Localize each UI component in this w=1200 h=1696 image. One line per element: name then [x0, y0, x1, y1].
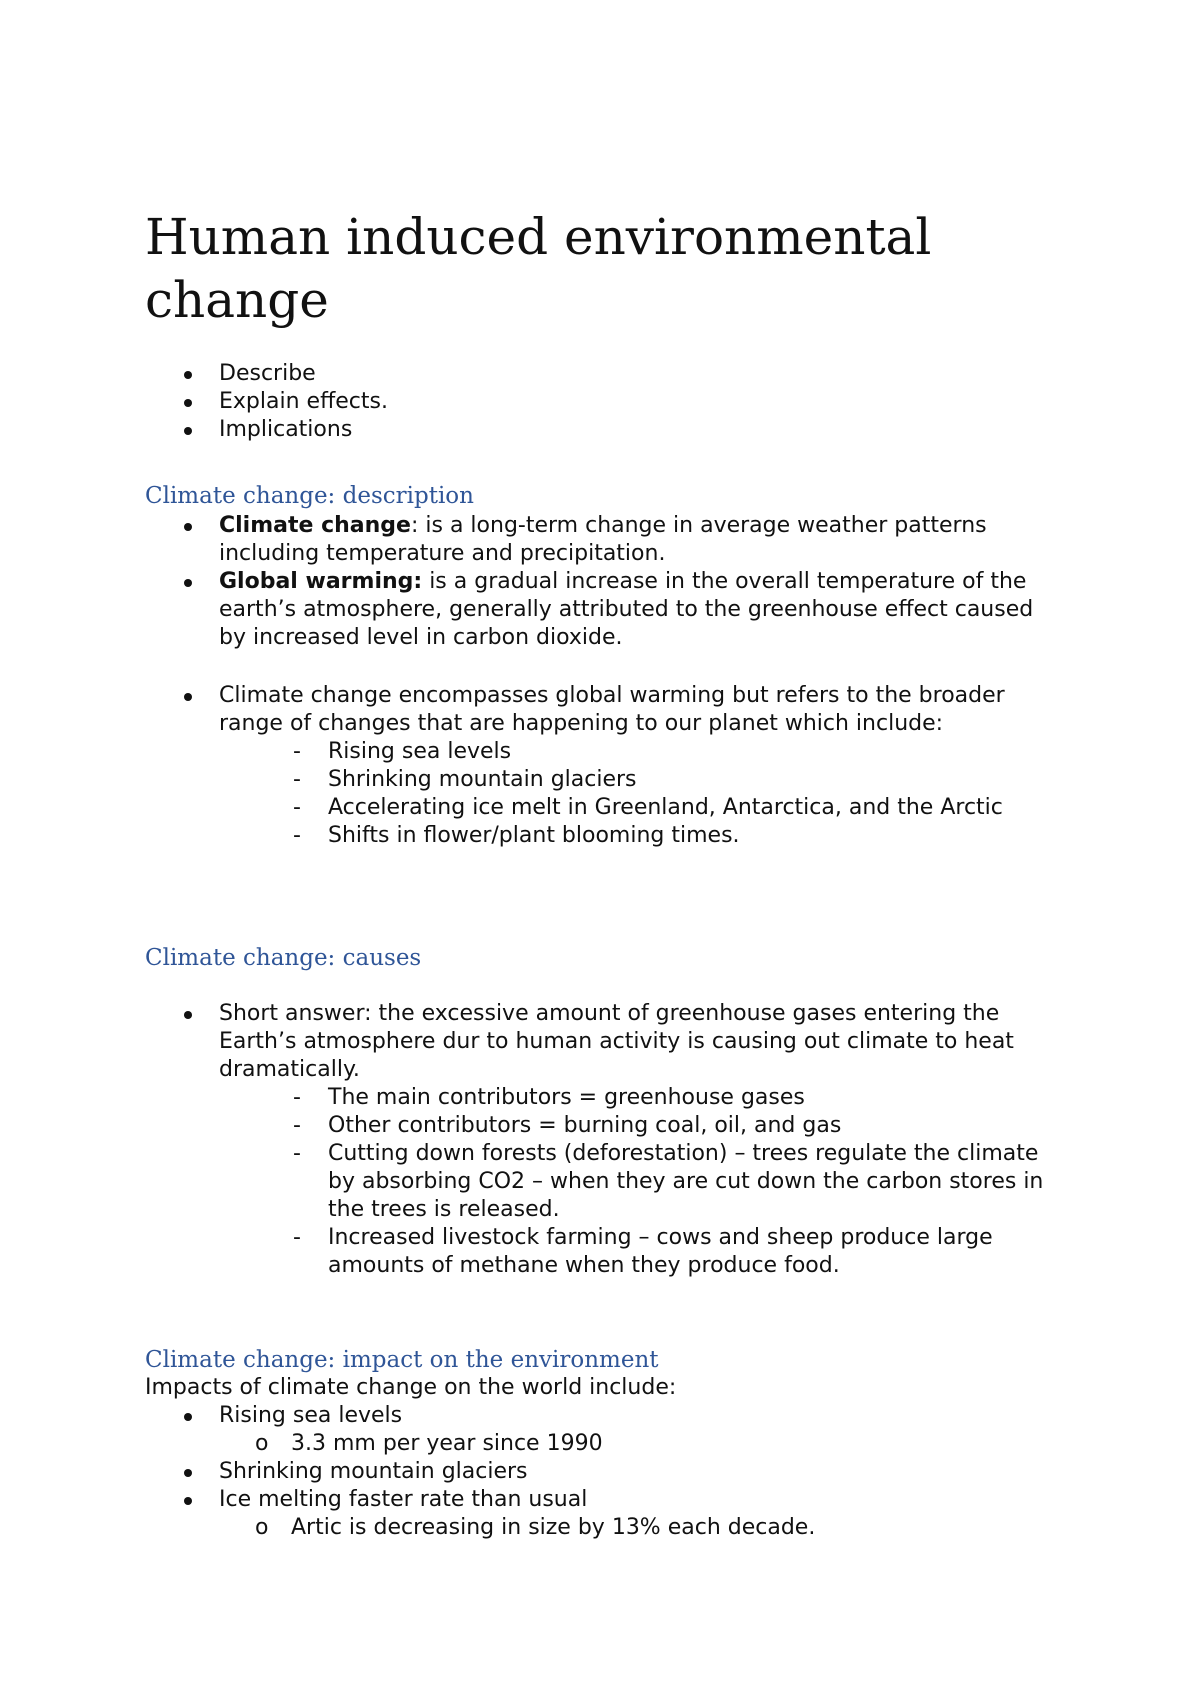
- impact-intro: Impacts of climate change on the world include:: [145, 1375, 677, 1400]
- circle-bullet-icon: o: [255, 1515, 269, 1540]
- page-title: Human induced environmental change: [145, 208, 932, 329]
- intro-list: [145, 360, 1065, 444]
- bullet-icon: [184, 693, 192, 701]
- sub-list-item: - Accelerating ice melt in Greenland, Antarctica, and the Arctic: [293, 795, 1003, 820]
- list-item: Shrinking mountain glaciers: [145, 1458, 1065, 1486]
- causes-list: [145, 1000, 1065, 1280]
- list-item: Describe: [145, 360, 1065, 388]
- list-item: Ice melting faster rate than usual: [145, 1486, 1065, 1514]
- section-heading-causes: Climate change: causes: [145, 945, 422, 971]
- circle-bullet-icon: o: [255, 1431, 269, 1456]
- list-item: Climate change: is a long-term change in average weather patterns including temperature and precipitation.: [145, 512, 1065, 568]
- sub-list-item: o 3.3 mm per year since 1990: [255, 1431, 603, 1456]
- bullet-icon: [184, 523, 192, 531]
- list-item: Short answer: the excessive amount of greenhouse gases entering the Earth’s atmosphere dur to human activity is causing out climate to heat dramatically.: [145, 1000, 1065, 1084]
- sub-list-item: - The main contributors = greenhouse gases: [293, 1085, 805, 1110]
- sub-list-item: - Shifts in flower/plant blooming times.: [293, 823, 740, 848]
- sub-list-item: - Cutting down forests (deforestation) – trees regulate the climate by absorbing CO2 – when they are cut down the carbon stores in the trees is released.: [293, 1141, 1044, 1222]
- bullet-icon: [184, 1011, 192, 1019]
- section-heading-description: Climate change: description: [145, 483, 474, 509]
- section-heading-impact: Climate change: impact on the environment: [145, 1347, 659, 1373]
- sub-list-item: - Increased livestock farming – cows and sheep produce large amounts of methane when they produce food.: [293, 1225, 993, 1278]
- list-item: Explain effects.: [145, 388, 1065, 416]
- list-item: Implications: [145, 416, 1065, 444]
- list-item: Global warming: is a gradual increase in the overall temperature of the earth’s atmosphere, generally attributed to the greenhouse effect caused by increased level in carbon dioxide.: [145, 568, 1065, 652]
- bullet-icon: [184, 371, 192, 379]
- term: Global warming:: [219, 569, 423, 594]
- description-list-2: [145, 682, 1065, 850]
- description-list: [145, 512, 1065, 652]
- bullet-icon: [184, 1497, 192, 1505]
- sub-list-item: - Other contributors = burning coal, oil, and gas: [293, 1113, 842, 1138]
- list-item: Rising sea levels: [145, 1402, 1065, 1430]
- bullet-icon: [184, 427, 192, 435]
- sub-list-item: - Shrinking mountain glaciers: [293, 767, 637, 792]
- sub-list-item: o Artic is decreasing in size by 13% each decade.: [255, 1515, 816, 1540]
- bullet-icon: [184, 579, 192, 587]
- list-item: Climate change encompasses global warming but refers to the broader range of changes that are happening to our planet which include:: [145, 682, 1065, 738]
- bullet-icon: [184, 1413, 192, 1421]
- bullet-icon: [184, 1469, 192, 1477]
- bullet-icon: [184, 399, 192, 407]
- impact-list: [145, 1402, 1065, 1542]
- sub-list-item: - Rising sea levels: [293, 739, 512, 764]
- term: Climate change: [219, 513, 411, 538]
